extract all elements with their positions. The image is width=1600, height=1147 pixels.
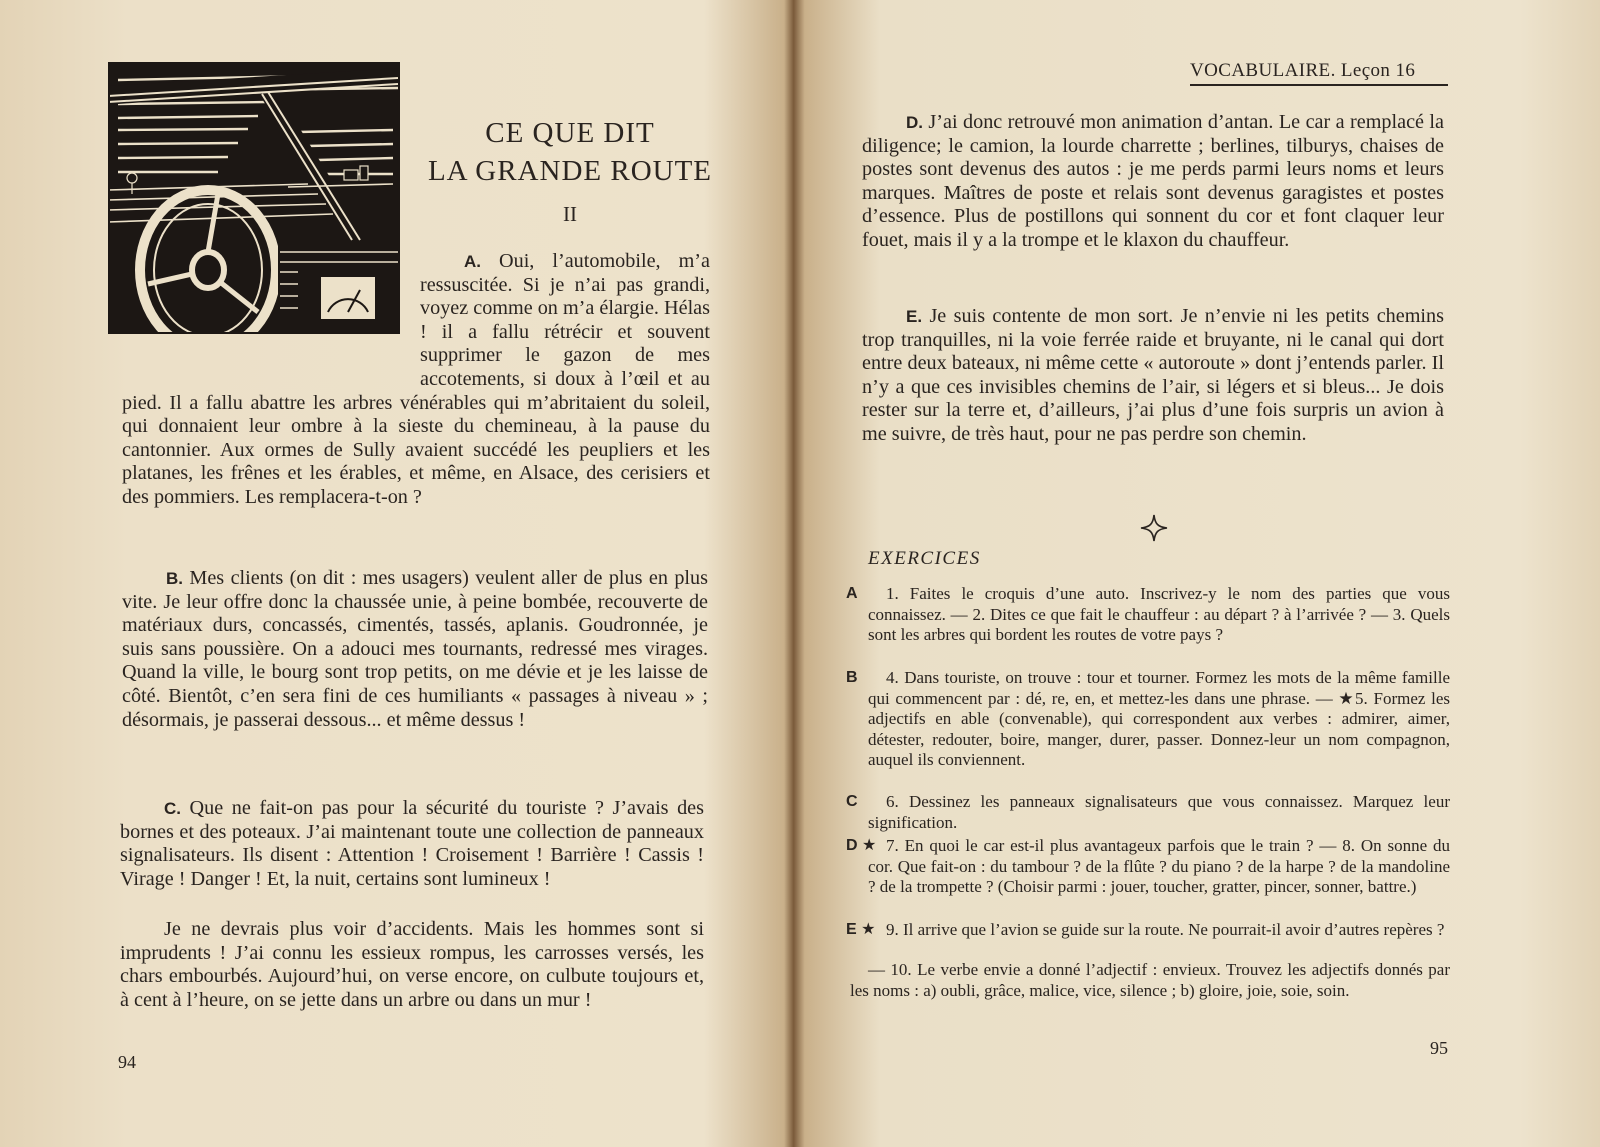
section-d-label: D.	[906, 113, 923, 132]
section-c-paragraph	[120, 797, 704, 891]
exercise-a-letter: A	[846, 585, 858, 602]
section-e-text: Je suis contente de mon sort. Je n’envie ni les petits chemins trop tranquilles, ni la voie ferrée raide et bruyante, ni le canal qui dort entre deux bateaux, ni même cette « autoroute » dont j’entends parler. Il n’y a que ces invisibles chemins de l’air, si légers et si bleus... Je dois rester sur la terre et, d’ailleurs, j’ai plus d’une fois surpris un avion à me suivre, de très haut, pour ne pas perdre son chemin.	[862, 305, 1444, 445]
exercise-d-letter: D ★	[846, 837, 877, 854]
section-b-label: B.	[166, 569, 183, 588]
four-point-star-icon	[1140, 514, 1168, 542]
section-d-text: J’ai donc retrouvé mon animation d’antan. Le car a remplacé la diligence; le camion, la lourde charrette ; berlines, tilburys, chaises de postes sont devenus des autos : je me perds parmi leurs noms et leurs marques. Maîtres de poste et relais sont devenus garagistes et postes d’essence. Plus de postillons qui sonnent du cor et font claquer leur fouet, mais il y a la trompe et le klaxon du chauffeur.	[862, 111, 1444, 251]
exercise-e-text: 9. Il arrive que l’avion se guide sur la route. Ne pourrait-il avoir d’autres repères ?	[886, 920, 1445, 939]
section-c-text: Que ne fait-on pas pour la sécurité du touriste ? J’avais des bornes et des poteaux. J’ai maintenant toute une collection de panneaux signalisateurs. Ils disent : Attention ! Croisement ! Barrière ! Cassis ! Virage ! Danger ! Et, la nuit, certains sont lumineux !	[120, 797, 704, 890]
exercise-a	[846, 584, 1450, 646]
section-a-label: A.	[464, 252, 481, 271]
exercise-c-letter: C	[846, 793, 858, 810]
section-c-continuation	[120, 918, 704, 1012]
chapter-title-line2: LA GRANDE ROUTE	[427, 155, 713, 187]
section-b-paragraph	[122, 567, 708, 732]
exercise-d	[846, 836, 1450, 898]
exercise-a-text: 1. Faites le croquis d’une auto. Inscrivez-y le nom des parties que vous connaissez. — 2. Dites ce que fait le chauffeur : au départ ? à l’arrivée ? — 3. Quels sont les arbres qui bordent les routes de votre pays ?	[868, 584, 1450, 644]
section-b-text: Mes clients (on dit : mes usagers) veulent aller de plus en plus vite. Je leur offre donc la chaussée unie, à peine bombée, recouverte de matériaux durs, concassés, cimentés, tassés, aplanis. Goudronnée, je suis sans poussière. On a adouci mes tournants, redressé mes virages. Quand la ville, le bourg sont trop petits, on me dévie et je les laisse de côté. Bientôt, c’en sera fini de ces humiliants « passages à niveau » ; désormais, je passerai dessous... et même dessus !	[122, 567, 708, 731]
section-a-paragraph	[122, 250, 710, 510]
section-c-label: C.	[164, 799, 181, 818]
running-head: VOCABULAIRE. Leçon 16	[1190, 60, 1448, 86]
exercise-c-text: 6. Dessinez les panneaux signalisateurs que vous connaissez. Marquez leur signification.	[868, 792, 1450, 832]
section-c2-text: Je ne devrais plus voir d’accidents. Mais les hommes sont si imprudents ! J’ai connu les essieux rompus, les carrosses versés, les chars embourbés. Aujourd’hui, on verse encore, on culbute toujours et, à cent à l’heure, on se jette dans un arbre ou dans un mur !	[120, 918, 704, 1011]
exercises-title: EXERCICES	[868, 548, 981, 569]
section-d-paragraph	[862, 111, 1444, 253]
exercise-b	[846, 668, 1450, 771]
exercise-e	[846, 920, 1450, 941]
page-number-right: 95	[1430, 1038, 1448, 1058]
chapter-title	[420, 114, 720, 190]
section-a-text: Oui, l’automobile, m’a ressuscitée. Si je n’ai pas grandi, voyez comme on m’a élargie. Hélas ! il a fallu rétrécir et souvent supprimer le gazon de mes accotements, si doux à l’œil et au pied. Il a fallu abattre les arbres vénérables qui m’abritaient du soleil, qui donnaient leur ombre à la sieste du chemineau, à la pause du cantonnier. Aux ormes de Sully avaient succédé les peupliers et les platanes, les frênes et les érables, et même, en Alsace, des cerisiers et des pommiers. Les remplacera-t-on ?	[122, 250, 710, 508]
exercise-b-text: 4. Dans touriste, on trouve : tour et tourner. Formez les mots de la même famille qui commencent par : dé, re, en, et mettez-les dans une phrase. — ★5. Formez les adjectifs en able (convenable), qui correspondent aux verbes : admirer, aimer, détester, redouter, boire, manger, durer, passer. Donnez-leur un nom compagnon, auquel ils conviennent.	[868, 668, 1450, 769]
woodcut-wrap-spacer	[122, 250, 420, 368]
chapter-part-number: II	[563, 202, 577, 226]
page-number-left: 94	[118, 1052, 136, 1072]
section-e-paragraph	[862, 305, 1444, 447]
exercise-e-continuation	[846, 960, 1450, 1001]
exercise-c	[846, 792, 1450, 833]
exercise-e2-text: — 10. Le verbe envie a donné l’adjectif : envieux. Trouvez les adjectifs donnés par les noms : a) oubli, grâce, malice, vice, silence ; b) gloire, joie, soie, soin.	[850, 960, 1450, 1000]
chapter-title-line1: CE QUE DIT	[485, 117, 655, 149]
exercise-b-letter: B	[846, 669, 858, 686]
exercise-d-text: 7. En quoi le car est-il plus avantageux parfois que le train ? — 8. On sonne du cor. Que fait-on : du tambour ? de la flûte ? du piano ? de la harpe ? de la mandoline ? de la trompette ? (Choisir parmi : jouer, toucher, gratter, pincer, sonner, battre.)	[868, 836, 1450, 896]
exercise-e-letter: E ★	[846, 921, 876, 938]
section-e-label: E.	[906, 307, 923, 326]
